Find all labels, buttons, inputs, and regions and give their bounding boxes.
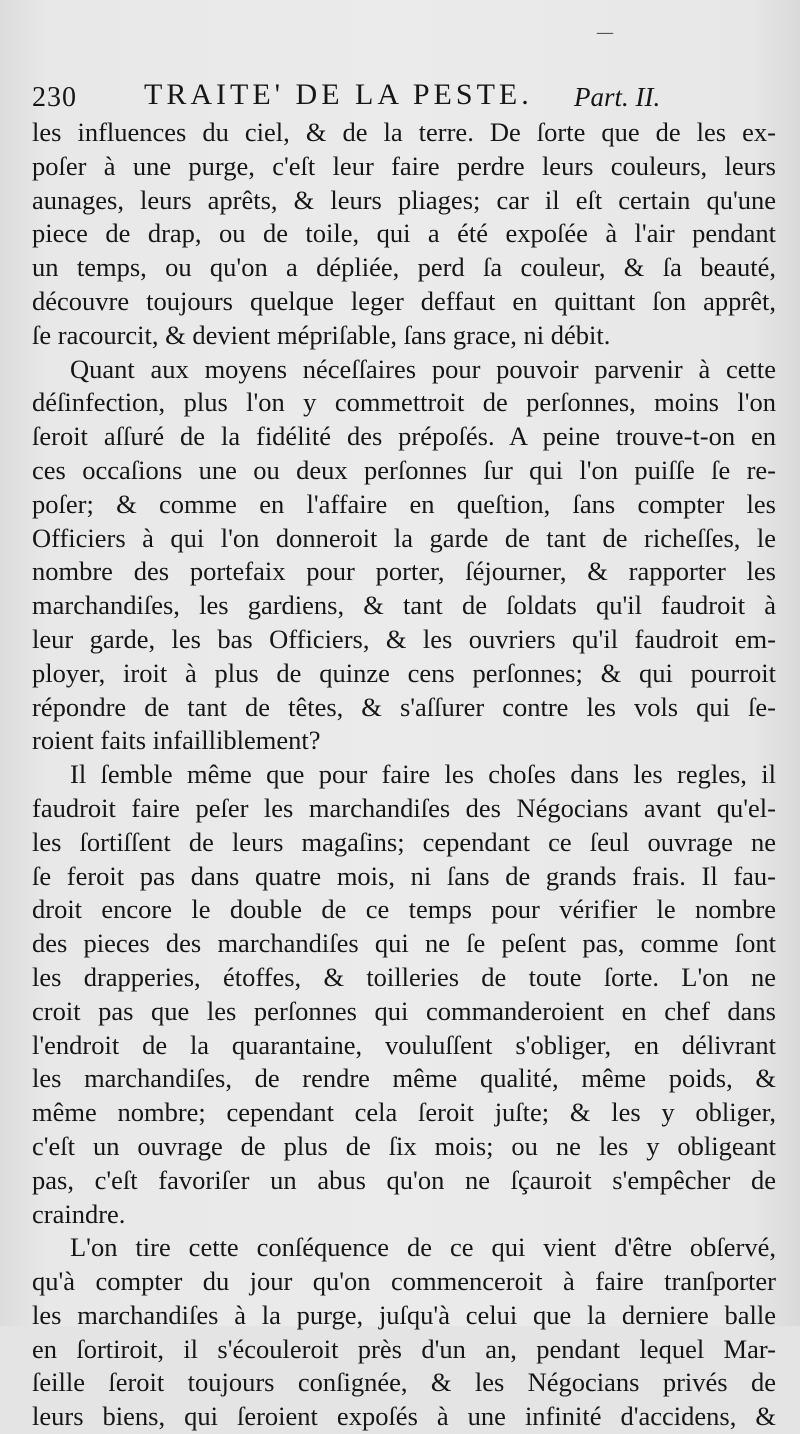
- text-line: ſeille ſeroit toujours conſignée, & les Négocians privés de: [32, 1367, 776, 1398]
- body-text: [32, 116, 776, 1434]
- page-number: 230: [32, 82, 77, 113]
- text-line: les marchandiſes à la purge, juſqu'à celui que la derniere balle: [32, 1299, 776, 1330]
- text-line: marchandiſes, les gardiens, & tant de ſoldats qu'il faudroit à: [32, 590, 776, 621]
- text-line: croit pas que les perſonnes qui commanderoient en chef dans: [32, 995, 776, 1026]
- text-line: leur garde, les bas Officiers, & les ouvriers qu'il faudroit em-: [32, 623, 776, 654]
- text-line: poſer à une purge, c'eſt leur faire perdre leurs couleurs, leurs: [32, 150, 776, 181]
- text-line: droit encore le double de ce temps pour vérifier le nombre: [32, 894, 776, 925]
- text-line: poſer; & comme en l'affaire en queſtion, ſans compter les: [32, 488, 776, 519]
- text-line: pas, c'eſt favoriſer un abus qu'on ne ſçauroit s'empêcher de: [32, 1164, 776, 1195]
- text-line: même nombre; cependant cela ſeroit juſte; & les y obliger,: [32, 1097, 776, 1128]
- text-line: en ſortiroit, il s'écouleroit près d'un an, pendant lequel Mar-: [32, 1333, 776, 1364]
- text-line: roient faits infailliblement?: [32, 725, 321, 756]
- text-line: c'eſt un ouvrage de plus de ſix mois; ou ne les y obligeant: [32, 1130, 776, 1161]
- part-label: Part. II.: [574, 82, 661, 112]
- text-line: Officiers à qui l'on donneroit la garde de tant de richeſſes, le: [32, 522, 776, 553]
- text-line: qu'à compter du jour qu'on commenceroit à faire tranſporter: [32, 1266, 776, 1297]
- text-line: découvre toujours quelque leger deffaut en quittant ſon apprêt,: [32, 285, 776, 316]
- text-line: les marchandiſes, de rendre même qualité, même poids, &: [32, 1063, 776, 1094]
- text-line: faudroit faire peſer les marchandiſes des Négocians avant qu'el-: [32, 792, 776, 823]
- text-line: l'endroit de la quarantaine, vouluſſent s'obliger, en délivrant: [32, 1029, 776, 1060]
- text-line: ces occaſions une ou deux perſonnes ſur qui l'on puiſſe ſe re-: [32, 454, 776, 485]
- running-title: TRAITE' DE LA PESTE.: [144, 78, 533, 111]
- text-line: nombre des portefaix pour porter, ſéjourner, & rapporter les: [32, 556, 776, 587]
- paragraph-start-line: Quant aux moyens néceſſaires pour pouvoir parvenir à cette: [70, 353, 776, 384]
- paragraph-start-line: Il ſemble même que pour faire les choſes dans les regles, il: [70, 759, 776, 790]
- text-line: les influences du ciel, & de la terre. De ſorte que de les ex-: [32, 117, 776, 147]
- text-line: ſeroit aſſuré de la fidélité des prépoſés. A peine trouve-t-on en: [32, 421, 776, 452]
- text-line: ployer, iroit à plus de quinze cens perſonnes; & qui pourroit: [32, 657, 776, 688]
- text-line: les ſortiſſent de leurs magaſins; cependant ce ſeul ouvrage ne: [32, 826, 776, 857]
- text-line: piece de drap, ou de toile, qui a été expoſée à l'air pendant: [32, 218, 776, 249]
- text-line: des pieces des marchandiſes qui ne ſe peſent pas, comme ſont: [32, 928, 776, 959]
- paragraph-start-line: L'on tire cette conſéquence de ce qui vient d'être obſervé,: [70, 1232, 776, 1263]
- text-line: aunages, leurs aprêts, & leurs pliages; car il eſt certain qu'une: [32, 184, 776, 215]
- text-line: leurs biens, qui ſeroient expoſés à une infinité d'accidens, &: [32, 1401, 776, 1432]
- text-line: craindre.: [32, 1198, 126, 1229]
- text-line: les drapperies, étoffes, & toilleries de toute ſorte. L'on ne: [32, 961, 776, 992]
- text-line: déſinfection, plus l'on y commettroit de perſonnes, moins l'on: [32, 387, 776, 418]
- text-line: répondre de tant de têtes, & s'aſſurer contre les vols qui ſe-: [32, 691, 776, 722]
- text-line: ſe feroit pas dans quatre mois, ni ſans de grands frais. Il fau-: [32, 860, 776, 891]
- text-line: ſe racourcit, & devient mépriſable, ſans grace, ni débit.: [32, 319, 611, 350]
- top-mark: —: [596, 22, 614, 43]
- running-head: [32, 78, 772, 120]
- text-line: un temps, ou qu'on a dépliée, perd ſa couleur, & ſa beauté,: [32, 252, 776, 283]
